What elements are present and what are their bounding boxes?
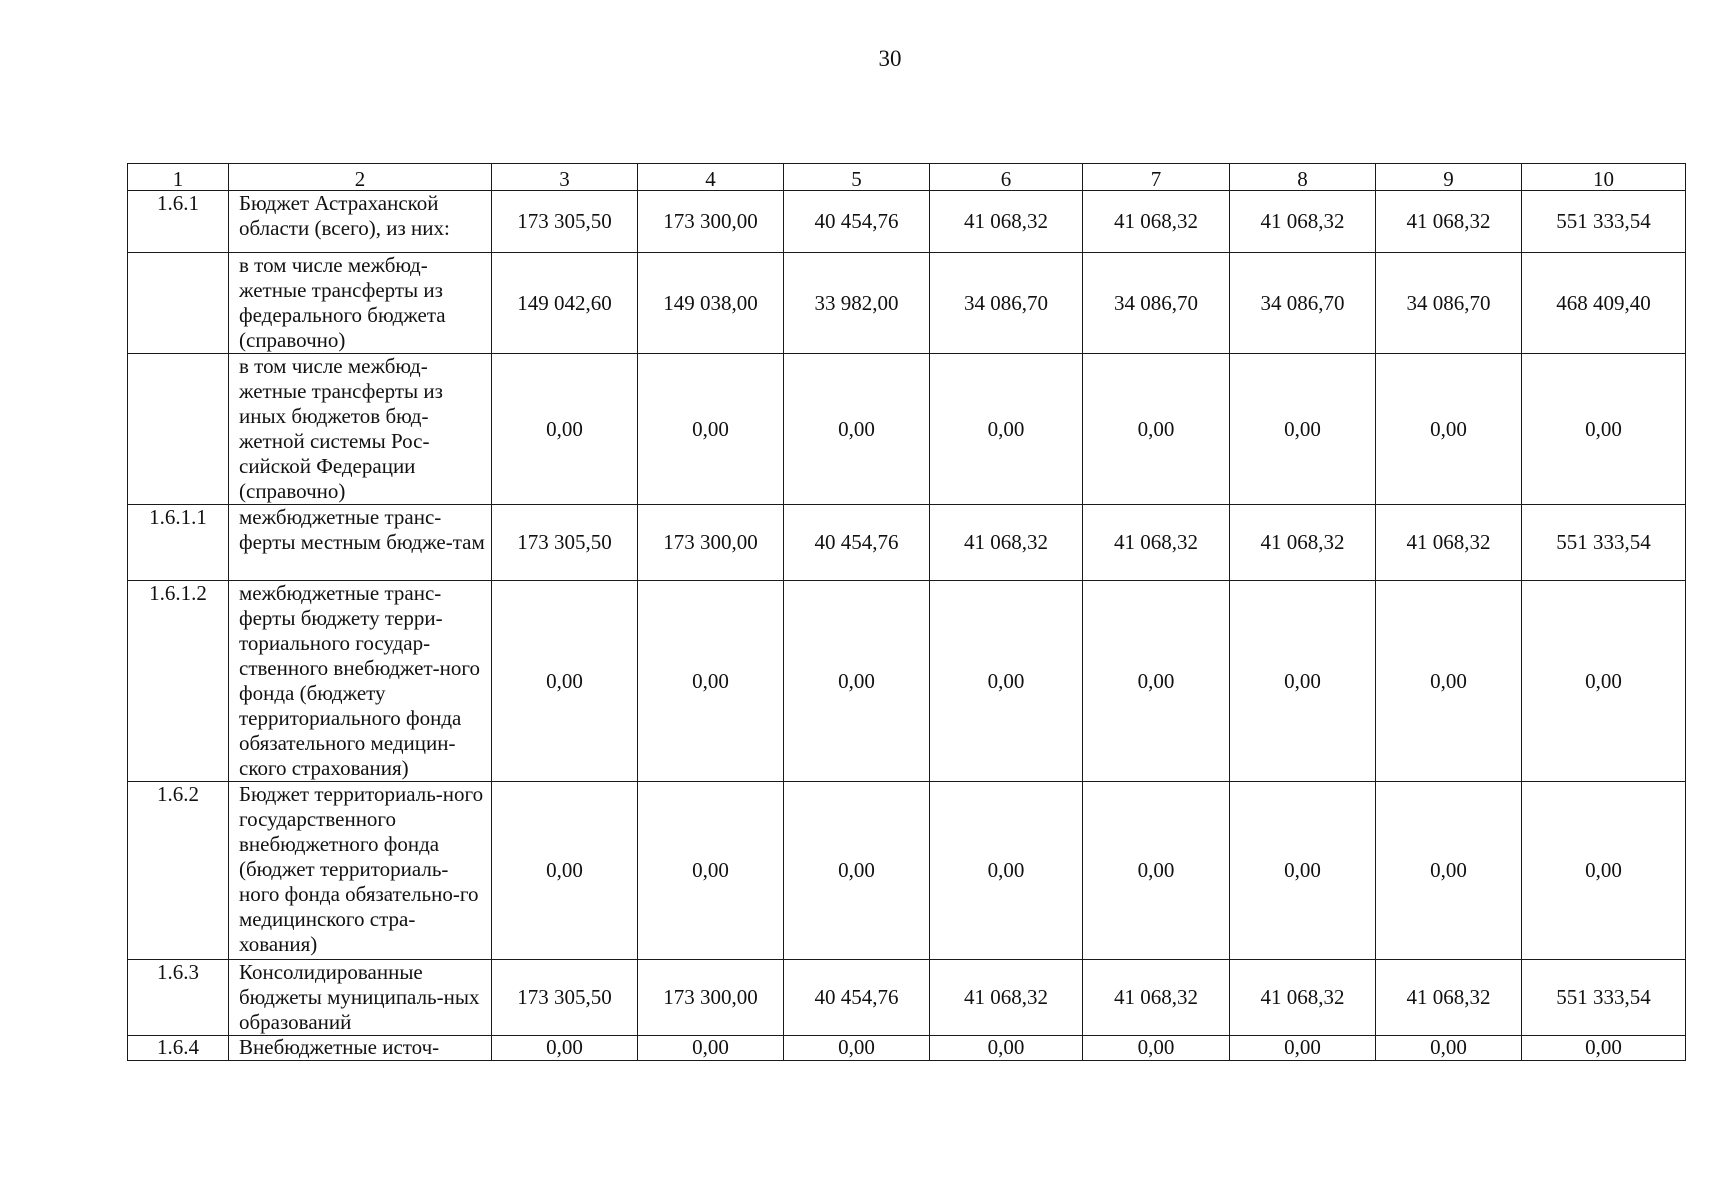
value-cell: 149 042,60 xyxy=(492,253,638,354)
column-number-header: 7 xyxy=(1083,164,1230,191)
value-cell: 173 300,00 xyxy=(638,191,784,253)
value-cell: 41 068,32 xyxy=(1083,505,1230,581)
row-code: 1.6.1.1 xyxy=(128,505,229,581)
value-cell: 0,00 xyxy=(492,1036,638,1061)
value-cell: 173 300,00 xyxy=(638,505,784,581)
value-cell: 0,00 xyxy=(1376,354,1522,505)
value-cell: 0,00 xyxy=(1522,782,1686,960)
value-cell: 41 068,32 xyxy=(1376,960,1522,1036)
value-cell: 0,00 xyxy=(1083,581,1230,782)
page-number: 30 xyxy=(878,46,902,71)
budget-table xyxy=(127,163,1686,1061)
row-code xyxy=(128,354,229,505)
value-cell: 41 068,32 xyxy=(1376,505,1522,581)
value-cell: 0,00 xyxy=(1522,354,1686,505)
table-row xyxy=(128,354,1686,505)
value-cell: 468 409,40 xyxy=(1522,253,1686,354)
value-cell: 0,00 xyxy=(1083,1036,1230,1061)
value-cell: 173 300,00 xyxy=(638,960,784,1036)
value-cell: 41 068,32 xyxy=(1083,191,1230,253)
value-cell: 0,00 xyxy=(1230,581,1376,782)
row-name: Консолидированные бюджеты муниципаль-ных образований xyxy=(229,960,492,1036)
value-cell: 34 086,70 xyxy=(930,253,1083,354)
value-cell: 41 068,32 xyxy=(930,191,1083,253)
column-number-header: 3 xyxy=(492,164,638,191)
value-cell: 551 333,54 xyxy=(1522,960,1686,1036)
value-cell: 0,00 xyxy=(1230,354,1376,505)
row-name: в том числе межбюд-жетные трансферты из иных бюджетов бюд-жетной системы Рос-сийской Федерации (справочно) xyxy=(229,354,492,505)
value-cell: 0,00 xyxy=(492,782,638,960)
value-cell: 0,00 xyxy=(1376,1036,1522,1061)
value-cell: 173 305,50 xyxy=(492,191,638,253)
value-cell: 0,00 xyxy=(784,354,930,505)
row-code xyxy=(128,253,229,354)
row-code: 1.6.1 xyxy=(128,191,229,253)
value-cell: 149 038,00 xyxy=(638,253,784,354)
value-cell: 0,00 xyxy=(930,782,1083,960)
value-cell: 41 068,32 xyxy=(930,960,1083,1036)
value-cell: 41 068,32 xyxy=(1230,191,1376,253)
value-cell: 40 454,76 xyxy=(784,960,930,1036)
row-code: 1.6.4 xyxy=(128,1036,229,1061)
value-cell: 173 305,50 xyxy=(492,960,638,1036)
value-cell: 551 333,54 xyxy=(1522,505,1686,581)
value-cell: 0,00 xyxy=(930,1036,1083,1061)
row-code: 1.6.3 xyxy=(128,960,229,1036)
column-number-header: 10 xyxy=(1522,164,1686,191)
row-name: Внебюджетные источ- xyxy=(229,1036,492,1061)
value-cell: 0,00 xyxy=(1083,782,1230,960)
value-cell: 0,00 xyxy=(1522,581,1686,782)
value-cell: 0,00 xyxy=(1522,1036,1686,1061)
value-cell: 41 068,32 xyxy=(1230,505,1376,581)
table-row xyxy=(128,581,1686,782)
value-cell: 0,00 xyxy=(638,581,784,782)
value-cell: 0,00 xyxy=(638,354,784,505)
column-number-header: 1 xyxy=(128,164,229,191)
table-row xyxy=(128,253,1686,354)
column-number-header: 5 xyxy=(784,164,930,191)
value-cell: 0,00 xyxy=(492,354,638,505)
value-cell: 0,00 xyxy=(784,581,930,782)
value-cell: 0,00 xyxy=(1083,354,1230,505)
value-cell: 0,00 xyxy=(638,782,784,960)
value-cell: 0,00 xyxy=(638,1036,784,1061)
value-cell: 0,00 xyxy=(492,581,638,782)
value-cell: 40 454,76 xyxy=(784,505,930,581)
value-cell: 0,00 xyxy=(930,354,1083,505)
row-code: 1.6.2 xyxy=(128,782,229,960)
table-row xyxy=(128,782,1686,960)
row-name: Бюджет Астраханской области (всего), из них: xyxy=(229,191,492,253)
value-cell: 0,00 xyxy=(1230,782,1376,960)
value-cell: 34 086,70 xyxy=(1230,253,1376,354)
value-cell: 0,00 xyxy=(784,1036,930,1061)
column-number-header: 8 xyxy=(1230,164,1376,191)
row-name: межбюджетные транс-ферты бюджету терри-ториального государ-ственного внебюджет-ного фонда (бюджету территориального фонда обязательного медицин-ского страхования) xyxy=(229,581,492,782)
value-cell: 41 068,32 xyxy=(1083,960,1230,1036)
table-header-row xyxy=(128,164,1686,191)
row-name: в том числе межбюд-жетные трансферты из федерального бюджета (справочно) xyxy=(229,253,492,354)
row-name: межбюджетные транс-ферты местным бюдже-там xyxy=(229,505,492,581)
value-cell: 41 068,32 xyxy=(1230,960,1376,1036)
value-cell: 0,00 xyxy=(930,581,1083,782)
value-cell: 0,00 xyxy=(784,782,930,960)
value-cell: 34 086,70 xyxy=(1083,253,1230,354)
value-cell: 41 068,32 xyxy=(1376,191,1522,253)
row-code: 1.6.1.2 xyxy=(128,581,229,782)
table-row xyxy=(128,960,1686,1036)
column-number-header: 2 xyxy=(229,164,492,191)
column-number-header: 6 xyxy=(930,164,1083,191)
value-cell: 0,00 xyxy=(1230,1036,1376,1061)
column-number-header: 4 xyxy=(638,164,784,191)
column-number-header: 9 xyxy=(1376,164,1522,191)
table-row xyxy=(128,191,1686,253)
row-name: Бюджет территориаль-ного государственного внебюджетного фонда (бюджет территориаль-ного фонда обязательно-го медицинского стра-хования) xyxy=(229,782,492,960)
value-cell: 551 333,54 xyxy=(1522,191,1686,253)
value-cell: 0,00 xyxy=(1376,581,1522,782)
table-row xyxy=(128,505,1686,581)
value-cell: 173 305,50 xyxy=(492,505,638,581)
value-cell: 41 068,32 xyxy=(930,505,1083,581)
value-cell: 40 454,76 xyxy=(784,191,930,253)
table-row xyxy=(128,1036,1686,1061)
value-cell: 34 086,70 xyxy=(1376,253,1522,354)
value-cell: 0,00 xyxy=(1376,782,1522,960)
value-cell: 33 982,00 xyxy=(784,253,930,354)
